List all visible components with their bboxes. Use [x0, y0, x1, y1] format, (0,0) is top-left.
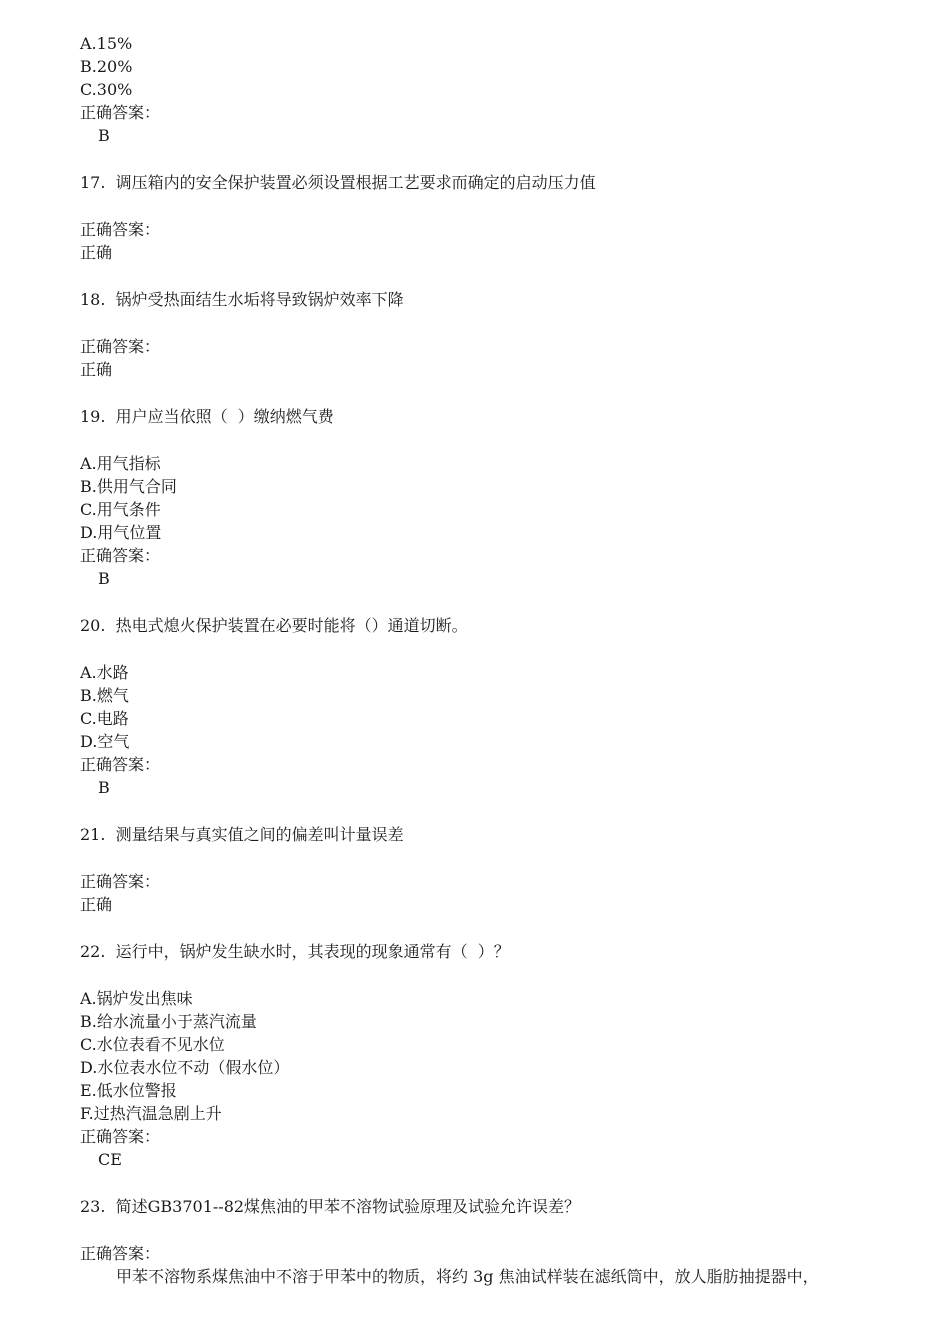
answer-value: B — [98, 126, 110, 145]
option-e: E.低水位警报 — [80, 1081, 177, 1100]
answer-label: 正确答案： — [80, 103, 161, 122]
question-title: 20. 热电式熄火保护装置在必要时能将（）通道切断。 — [80, 616, 468, 635]
option-a: A.锅炉发出焦味 — [80, 989, 193, 1008]
question-title: 21. 测量结果与真实值之间的偏差叫计量误差 — [80, 825, 404, 844]
answer-value: 正确 — [80, 895, 113, 914]
exam-document — [80, 32, 900, 1288]
answer-label: 正确答案： — [80, 220, 161, 239]
question-title: 23. 简述GB3701--82煤焦油的甲苯不溶物试验原理及试验允许误差？ — [80, 1197, 581, 1216]
question-20 — [80, 614, 900, 799]
option-d: D.用气位置 — [80, 523, 162, 542]
option-b: B.供用气合同 — [80, 477, 177, 496]
answer-value: CE — [98, 1150, 122, 1169]
question-title: 22. 运行中，锅炉发生缺水时，其表现的现象通常有（ ）？ — [80, 942, 510, 961]
answer-label: 正确答案： — [80, 546, 161, 565]
option-a: A.用气指标 — [80, 454, 161, 473]
question-19 — [80, 405, 900, 590]
answer-label: 正确答案： — [80, 872, 161, 891]
question-18 — [80, 288, 900, 381]
answer-text: 甲苯不溶物系煤焦油中不溶于甲苯中的物质，将约 3g 焦油试样装在滤纸筒中，放人脂肪抽提器中， — [116, 1267, 819, 1286]
question-title: 17. 调压箱内的安全保护装置必须设置根据工艺要求而确定的启动压力值 — [80, 173, 596, 192]
answer-label: 正确答案： — [80, 1244, 161, 1263]
option-c: C.水位表看不见水位 — [80, 1035, 225, 1054]
answer-value: B — [98, 569, 110, 588]
answer-value: B — [98, 778, 110, 797]
question-23 — [80, 1195, 900, 1288]
option-c: C.30% — [80, 80, 133, 99]
question-title: 19. 用户应当依照（ ）缴纳燃气费 — [80, 407, 334, 426]
answer-label: 正确答案： — [80, 337, 161, 356]
option-c: C.电路 — [80, 709, 129, 728]
option-a: A.15% — [80, 34, 133, 53]
question-title: 18. 锅炉受热面结生水垢将导致锅炉效率下降 — [80, 290, 404, 309]
question-16 — [80, 32, 900, 147]
option-b: B.20% — [80, 57, 133, 76]
option-d: D.水位表水位不动（假水位） — [80, 1058, 290, 1077]
answer-value: 正确 — [80, 360, 113, 379]
option-a: A.水路 — [80, 663, 129, 682]
option-d: D.空气 — [80, 732, 130, 751]
question-17 — [80, 171, 900, 264]
question-22 — [80, 940, 900, 1171]
answer-value: 正确 — [80, 243, 113, 262]
answer-label: 正确答案： — [80, 1127, 161, 1146]
question-21 — [80, 823, 900, 916]
option-b: B.燃气 — [80, 686, 129, 705]
option-c: C.用气条件 — [80, 500, 161, 519]
option-f: F.过热汽温急剧上升 — [80, 1104, 222, 1123]
answer-label: 正确答案： — [80, 755, 161, 774]
option-b: B.给水流量小于蒸汽流量 — [80, 1012, 257, 1031]
